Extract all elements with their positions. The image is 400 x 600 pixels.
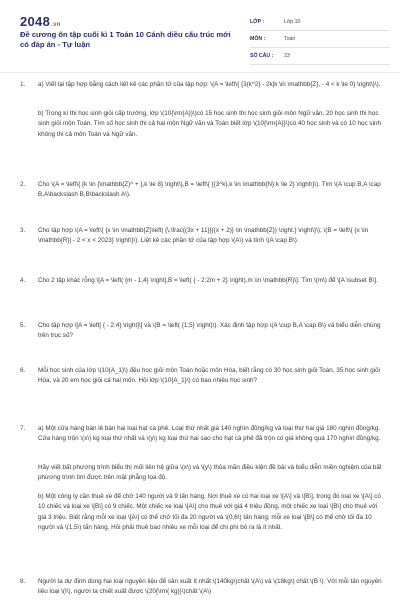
meta-value: Toán [284,36,296,42]
document-meta [250,14,390,65]
question-number: 8. [20,578,26,585]
site-logo[interactable] [20,14,61,29]
document-header [0,0,400,70]
meta-key: SỐ CÂU : [250,53,274,59]
question-number: 3. [20,227,26,234]
question-number: 7. [20,425,26,432]
question-text: Người ta dự định dùng hai loại nguyên liệu để sản xuất ít nhất \(140kg\)chất \(A\) và \(18kg\) chất \(B \). Với mỗi tấn nguyên liệu loại \(I\), người ta chiết xuất được \(20{\rm{ kg}}\)chất \(A\) [38,578,382,596]
question-text: a) Viết lại tập hợp bằng cách liệt kê các phần tử của tập hợp: \(A = \left\{ {3(k^2} - 2k|k \in \mathbb{Z}, - 4 < k \le 0} \right\}\). [38,81,381,88]
question-text: Mỗi học sinh của lớp \(10{A_1}\) đều học giỏi môn Toán hoặc môn Hóa, biết rằng có 30 học sinh giỏi Toán, 35 học sinh giỏi Hóa, và 20 em học giỏi cả hai môn. Hỏi lớp \(10{A_1}\) có bao nhiêu học sinh? [38,367,381,385]
question-text: Cho tập hợp \[A = \left[ { - 2;4} \right]\] và \(B = \left( {1;5} \right)\). Xác định tập hợp \(A \cup B,A \cap B\) và biểu diễn chúng trên trục số? [38,322,381,340]
question-text: a) Một cửa hàng bán lẻ bán hai loại hạt cà phê. Loại thứ nhất giá 140 nghìn đồng/kg và loại thứ hai giá 180 nghìn đồng/kg. Cửa hàng trộn \(x\) kg loại thứ nhất và \(y\) kg loại thứ hai sao cho hạt cà phê đã trộn có giá không quá 170 nghìn đồng/kg. [38,425,381,443]
question-text: b) Trong kì thi học sinh giỏi cấp trường, lớp \(10{\rm{A}}\)có 15 học sinh thi học sinh giỏi môn Ngữ văn, 20 học sinh thi học sinh giỏi môn Toán. Tìm số học sinh thi cả hai môn Ngữ văn và Toán biết lớp \(10{\rm{A}}\)có 40 học sinh và có 10 học sinh không thi cả môn Toán và Ngữ văn. [38,110,381,138]
logo-suffix: .vn [51,22,61,28]
meta-row-subject [250,31,390,48]
meta-value: Lớp 10 [284,19,301,25]
meta-key: LỚP : [250,19,265,25]
question-number: 4. [20,277,26,284]
logo-text: 2048 [20,14,51,29]
meta-row-class [250,14,390,31]
question-number: 5. [20,322,26,329]
question-text: Cho 2 tập khác rỗng \[A = \left( {m - 1;4} \right],B = \left( { - 2;2m + 2} \right),m \in \mathbb{R}\]. Tìm \(m\) để \[A \subset B\]. [38,277,378,284]
question-number: 1. [20,81,26,88]
question-text: Hãy viết bất phương trình biểu thị mối liên hệ giữa \(x\) và \(y\) thỏa mãn điều kiện đề bài và biểu diễn miền nghiệm của bất phương trình tìm được trên mặt phẳng tọa độ. [38,464,382,482]
document-title: Đề cương ôn tập cuối kì 1 Toán 10 Cánh diều cấu trúc mới có đáp án - Tự luận [20,30,231,49]
meta-value: 23 [284,53,290,59]
question-text: Cho \(A = \left\{ {k \in {\mathbb{Z}^ + },k \le 8} \right\},B = \left\{ {{3^k},k \in \mathbb{N}:k \le 2} \right\}\). Tìm \(A \cup B,A \cap B,A\backslash B,B\backslash A\). [38,181,381,199]
meta-row-count [250,48,390,65]
header-divider [0,72,400,73]
question-number: 6. [20,367,26,374]
question-number: 2. [20,181,26,188]
meta-key: MÔN : [250,36,266,42]
question-text: Cho tập hợp \(A = \left\{ {x \in \mathbb{Z}\left| {\,\frac{(3x + 11}}{(x + 2)} \in \mathbb{Z}} \right.} \right\}\); \(B = \left\{ {x \in \mathbb{R}| - 2 < x < 2023} \right\}\). Liệt kê các phần tử của tập hợp \(A\) và tính \(A \cap B\). [38,227,369,245]
question-text: b) Một công ty cần thuê xe để chở 140 người và 9 tấn hàng. Nơi thuê xe có hai loại xe \[A\] và \[B\], trong đó loại xe \[A\] có 10 chiếc và loại xe \[B\] có 9 chiếc. Một chiếc xe loại \[A\] cho thuê với giá 4 triệu đồng, một chiếc xe loại \[B\] cho thuê với giá 3 triệu. Biết rằng mỗi xe loại \[A\] có thể chở tối đa 20 người và \(0,6\) tấn hàng; mỗi xe loại \[B\] có thể chở tối đa 10 người và \(1,5\) tấn hàng. Hỏi phải thuê bao nhiêu xe mỗi loại để chi phí bỏ ra là ít nhất. [38,493,381,531]
